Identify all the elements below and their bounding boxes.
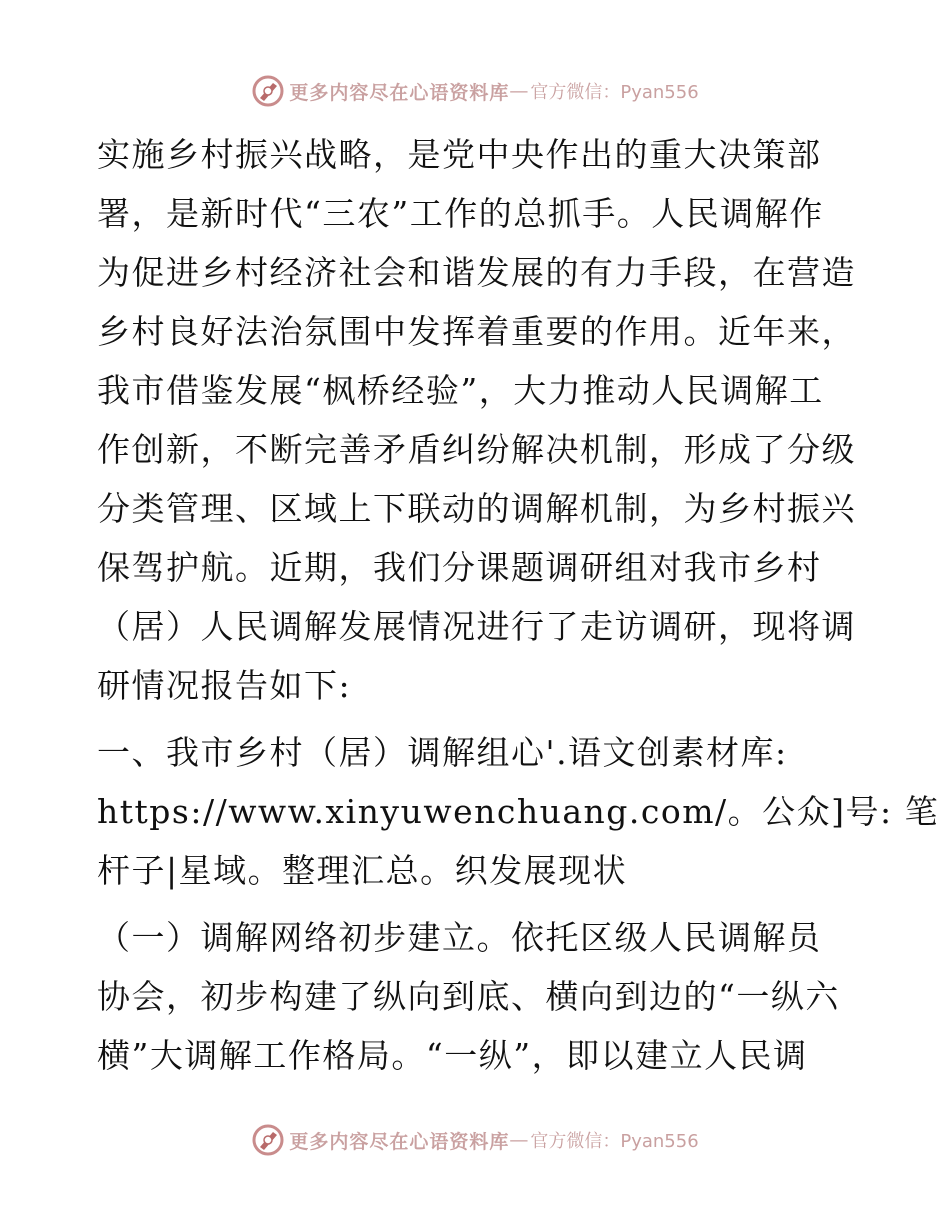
text-line: 横”大调解工作格局。“一纵”，即以建立人民调 xyxy=(97,1036,808,1075)
header-separator: — xyxy=(509,80,529,102)
paragraph-intro xyxy=(97,125,857,715)
logo-icon xyxy=(251,74,285,108)
header-banner xyxy=(0,71,950,111)
footer-wechat: 官方微信：Pyan556 xyxy=(530,1131,699,1152)
text-line: 实施乡村振兴战略，是党中央作出的重大决策部 xyxy=(97,135,822,174)
text-line: 保驾护航。近期，我们分课题调研组对我市乡村 xyxy=(97,548,822,587)
paragraph-subsection-one xyxy=(97,908,857,1085)
header-wechat: 官方微信：Pyan556 xyxy=(530,82,699,103)
text-line: 乡村良好法治氛围中发挥着重要的作用。近年来， xyxy=(97,312,856,351)
subsection-heading-line: （一）调解网络初步建立。依托区级人民调解员 xyxy=(97,918,822,957)
section-heading-line: 一、我市乡村（居）调解组心'.语文创素材库: xyxy=(97,733,788,772)
footer-separator: — xyxy=(509,1129,529,1151)
text-line: https://www.xinyuwenchuang.com/。公众]号: 笔 xyxy=(97,792,940,831)
text-line: 为促进乡村经济社会和谐发展的有力手段，在营造 xyxy=(97,253,856,292)
text-line: 协会，初步构建了纵向到底、横向到边的“一纵六 xyxy=(97,977,840,1016)
footer-brand: 更多内容尽在心语资料库 xyxy=(289,1130,510,1153)
document-body xyxy=(97,125,940,1085)
text-line: （居）人民调解发展情况进行了走访调研，现将调 xyxy=(97,607,856,646)
logo-icon xyxy=(251,1123,285,1157)
paragraph-section-one xyxy=(97,723,940,900)
text-line: 杆子|星域。整理汇总。织发展现状 xyxy=(97,851,628,890)
text-line: 分类管理、区域上下联动的调解机制，为乡村振兴 xyxy=(97,489,856,528)
text-line: 我市借鉴发展“枫桥经验”，大力推动人民调解工 xyxy=(97,371,824,410)
footer-banner xyxy=(0,1120,950,1160)
header-brand: 更多内容尽在心语资料库 xyxy=(289,81,510,104)
text-line: 作创新，不断完善矛盾纠纷解决机制，形成了分级 xyxy=(97,430,856,469)
text-line: 研情况报告如下: xyxy=(97,666,352,705)
text-line: 署，是新时代“三农”工作的总抓手。人民调解作 xyxy=(97,194,824,233)
